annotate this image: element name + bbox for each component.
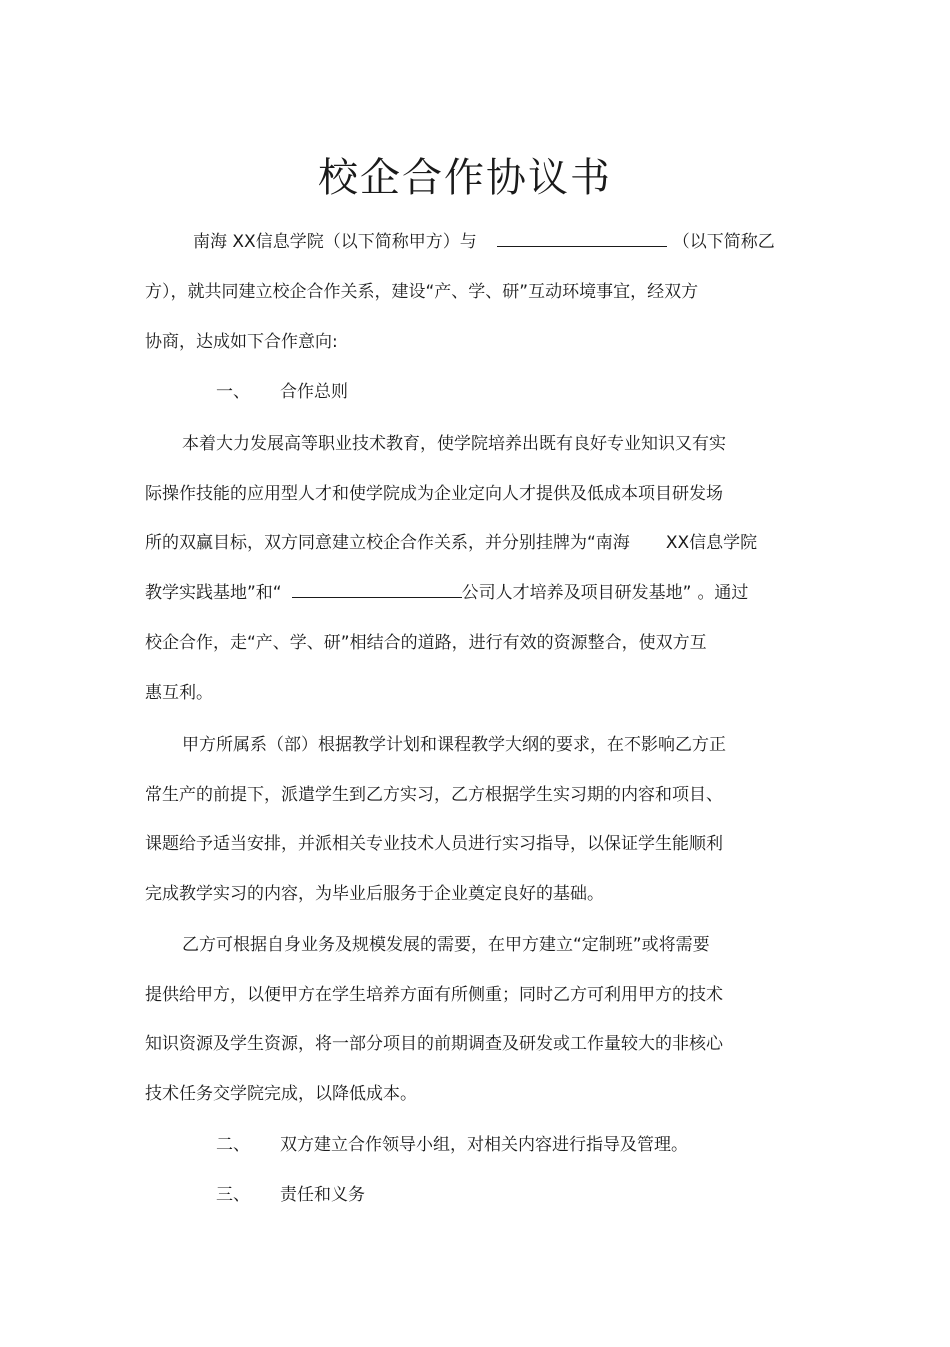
section-2-number: 二、 [216, 1135, 250, 1155]
para-2-line-1: 甲方所属系（部）根据教学计划和课程教学大纲的要求，在不影响乙方正 [182, 735, 726, 755]
para-1-line-6: 惠互利。 [145, 683, 213, 703]
partner-name-blank [497, 230, 667, 247]
para-1-line-1: 本着大力发展高等职业技术教育，使学院培养出既有良好专业知识又有实 [182, 434, 726, 454]
para-3-line-4: 技术任务交学院完成，以降低成本。 [145, 1084, 417, 1104]
para-1-line-4-text-a: 教学实践基地”和“ [145, 583, 282, 603]
para-1-line-3-text-b: XX信息学院 [665, 533, 758, 553]
para-2-line-4: 完成教学实习的内容，为毕业后服务于企业奠定良好的基础。 [145, 884, 604, 904]
para-1-line-4 [145, 581, 748, 605]
company-name-blank [292, 581, 462, 598]
section-1-number: 一、 [216, 382, 250, 402]
para-1-line-5: 校企合作，走“产、学、研”相结合的道路，进行有效的资源整合，使双方互 [145, 633, 707, 653]
section-3-number: 三、 [216, 1185, 250, 1205]
section-2-title: 双方建立合作领导小组，对相关内容进行指导及管理。 [280, 1135, 688, 1155]
document-title: 校企合作协议书 [318, 155, 612, 201]
intro-line-2: 方），就共同建立校企合作关系，建设“产、学、研”互动环境事宜，经双方 [145, 282, 699, 302]
para-1-line-3 [145, 531, 757, 555]
para-2-line-2: 常生产的前提下，派遣学生到乙方实习，乙方根据学生实习期的内容和项目、 [145, 785, 723, 805]
section-2-heading [216, 1133, 688, 1157]
para-1-line-4-text-b: 公司人才培养及项目研发基地” [461, 583, 692, 603]
para-3-line-3: 知识资源及学生资源，将一部分项目的前期调查及研发或工作量较大的非核心 [145, 1034, 723, 1054]
section-3-title: 责任和义务 [280, 1185, 365, 1205]
intro-line-1 [193, 230, 775, 254]
intro-line-1-text-a: 南海 XX信息学院（以下简称甲方）与 [193, 232, 477, 252]
section-1-heading [216, 380, 348, 404]
intro-line-3: 协商，达成如下合作意向: [145, 332, 338, 352]
para-3-line-2: 提供给甲方，以便甲方在学生培养方面有所侧重；同时乙方可利用甲方的技术 [145, 985, 723, 1005]
section-1-title: 合作总则 [280, 382, 348, 402]
para-1-line-4-text-c: 。通过 [697, 583, 749, 603]
para-1-line-3-text-a: 所的双赢目标，双方同意建立校企合作关系，并分别挂牌为“南海 [145, 533, 630, 553]
para-3-line-1: 乙方可根据自身业务及规模发展的需要，在甲方建立“定制班”或将需要 [182, 935, 710, 955]
para-1-line-2: 际操作技能的应用型人才和使学院成为企业定向人才提供及低成本项目研发场 [145, 484, 723, 504]
intro-line-1-text-b: （以下简称乙 [672, 232, 775, 252]
para-2-line-3: 课题给予适当安排，并派相关专业技术人员进行实习指导，以保证学生能顺利 [145, 834, 723, 854]
section-3-heading [216, 1183, 365, 1207]
